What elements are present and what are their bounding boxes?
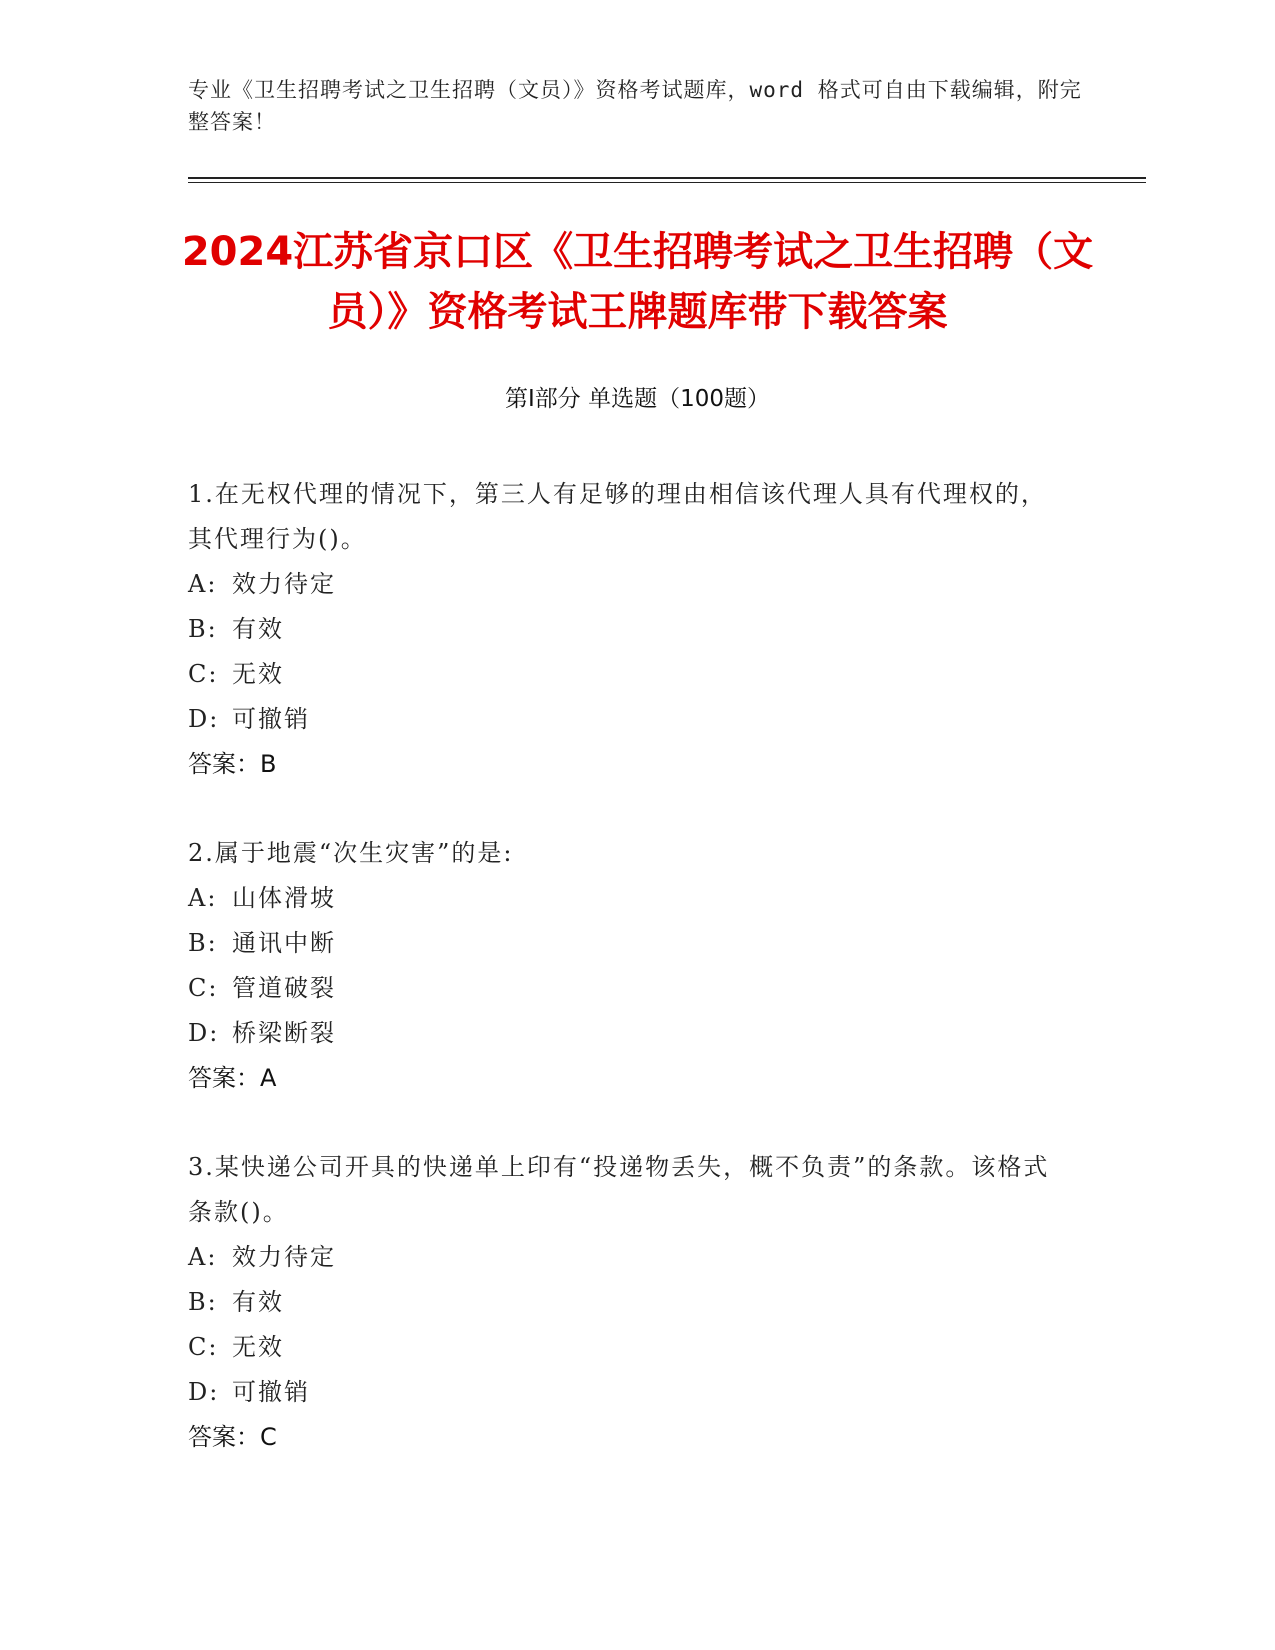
option-text: 有效 <box>232 615 284 643</box>
option-text: 可撤销 <box>232 705 310 733</box>
question-list <box>188 472 1068 1504</box>
option-b <box>188 1280 1068 1325</box>
option-letter: A: <box>188 570 218 598</box>
option-letter: B: <box>188 615 218 643</box>
option-text: 山体滑坡 <box>232 884 336 912</box>
option-letter: B: <box>188 1288 218 1316</box>
option-letter: C: <box>188 660 219 688</box>
question-stem: 3.某快递公司开具的快递单上印有“投递物丢失，概不负责”的条款。该格式条款()。 <box>188 1153 1050 1226</box>
option-text: 无效 <box>232 660 284 688</box>
question-2 <box>188 831 1068 1101</box>
option-d <box>188 697 1068 742</box>
answer-line: 答案：A <box>188 1064 277 1092</box>
question-stem: 1.在无权代理的情况下，第三人有足够的理由相信该代理人具有代理权的，其代理行为()。 <box>188 480 1047 553</box>
option-text: 桥梁断裂 <box>232 1019 336 1047</box>
header-divider-thin <box>188 182 1146 183</box>
option-b <box>188 607 1068 652</box>
option-letter: C: <box>188 1333 219 1361</box>
option-a <box>188 1235 1068 1280</box>
answer-line: 答案：C <box>188 1423 277 1451</box>
option-letter: D: <box>188 705 220 733</box>
option-letter: A: <box>188 1243 218 1271</box>
option-c <box>188 966 1068 1011</box>
option-text: 效力待定 <box>232 570 336 598</box>
option-letter: C: <box>188 974 219 1002</box>
option-c <box>188 652 1068 697</box>
option-a <box>188 562 1068 607</box>
option-letter: A: <box>188 884 218 912</box>
question-1 <box>188 472 1068 787</box>
header-divider-thick <box>188 177 1146 179</box>
document-title: 2024江苏省京口区《卫生招聘考试之卫生招聘（文员）》资格考试王牌题库带下载答案 <box>181 229 1094 335</box>
option-text: 效力待定 <box>232 1243 336 1271</box>
option-letter: D: <box>188 1019 220 1047</box>
option-text: 管道破裂 <box>232 974 336 1002</box>
option-a <box>188 876 1068 921</box>
question-3 <box>188 1145 1068 1460</box>
option-d <box>188 1370 1068 1415</box>
option-letter: D: <box>188 1378 220 1406</box>
option-text: 可撤销 <box>232 1378 310 1406</box>
option-c <box>188 1325 1068 1370</box>
option-b <box>188 921 1068 966</box>
option-text: 有效 <box>232 1288 284 1316</box>
option-text: 通讯中断 <box>232 929 336 957</box>
answer-line: 答案：B <box>188 750 277 778</box>
section-title: 第Ⅰ部分 单选题（100题） <box>505 386 770 412</box>
option-text: 无效 <box>232 1333 284 1361</box>
option-d <box>188 1011 1068 1056</box>
option-letter: B: <box>188 929 218 957</box>
header-note: 专业《卫生招聘考试之卫生招聘（文员）》资格考试题库，word 格式可自由下载编辑，附完整答案！ <box>188 78 1082 134</box>
question-stem: 2.属于地震“次生灾害”的是: <box>188 839 514 867</box>
